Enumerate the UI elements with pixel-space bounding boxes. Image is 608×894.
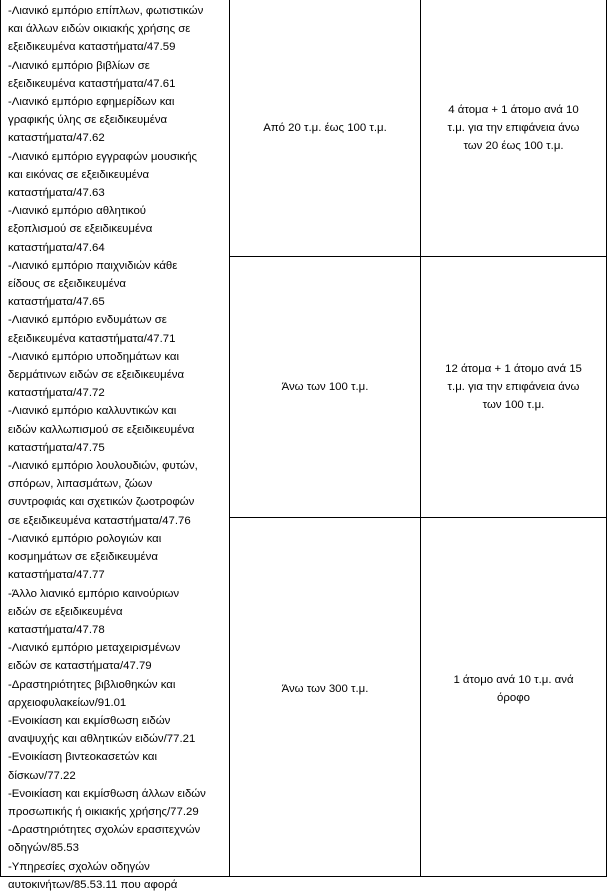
activity-line: καταστήματα/47.75 — [8, 441, 105, 454]
activity-line: καταστήματα/47.77 — [8, 569, 105, 582]
activity-line: -Ενοικίαση και εκμίσθωση άλλων ειδών — [8, 787, 206, 800]
activity-line: γραφικής ύλης σε εξειδικευμένα — [8, 114, 168, 127]
activity-line: ειδών σε εξειδικευμένα — [8, 605, 123, 618]
activity-line: -Δραστηριότητες σχολών ερασιτεχνών — [8, 824, 201, 837]
activity-line: σε εξειδικευμένα καταστήματα/47.76 — [8, 514, 191, 527]
activity-line: καταστήματα/47.65 — [8, 296, 105, 309]
activity-line: -Λιανικό εμπόριο εφημερίδων και — [8, 96, 175, 109]
activity-line: -Ενοικίαση και εκμίσθωση ειδών — [8, 714, 171, 727]
activity-line: -Δραστηριότητες βιβλιοθηκών και — [8, 678, 176, 691]
activity-line: εξειδικευμένα καταστήματα/47.59 — [8, 41, 176, 54]
activity-line: δερμάτινων ειδών σε εξειδικευμένα — [8, 369, 185, 382]
staff-cell-3: 1 άτομο ανά 10 τ.μ. ανά όροφο — [453, 673, 574, 704]
activity-line: προσωπικής ή οικιακής χρήσης/77.29 — [8, 805, 199, 818]
activity-line: ειδών σε καταστήματα/47.79 — [8, 660, 152, 673]
activity-line: -Λιανικό εμπόριο βιβλίων σε — [8, 59, 150, 72]
activity-list — [8, 2, 228, 894]
activity-line: εξειδικευμένα καταστήματα/47.71 — [8, 332, 176, 345]
activity-line: -Άλλο λιανικό εμπόριο καινούριων — [8, 587, 180, 600]
activity-line: δίσκων/77.22 — [8, 769, 76, 782]
activity-line: -Λιανικό εμπόριο καλλυντικών και — [8, 405, 177, 418]
table-border-left — [0, 0, 1, 877]
activity-line: καταστήματα/47.78 — [8, 623, 105, 636]
activity-line: -Λιανικό εμπόριο αθλητικού — [8, 205, 147, 218]
activity-line: οδηγών/85.53 — [8, 842, 79, 855]
area-cell-3: Άνω των 300 τ.μ. — [281, 682, 369, 695]
activity-line: -Λιανικό εμπόριο επίπλων, φωτιστικών — [8, 5, 204, 17]
staff-cell-1: 4 άτομα + 1 άτομο ανά 10 τ.μ. για την επιφάνεια άνω των 20 έως 100 τ.μ. — [447, 103, 580, 153]
activity-line: -Λιανικό εμπόριο ενδυμάτων σε — [8, 314, 167, 327]
staff-cell-2: 12 άτομα + 1 άτομο ανά 15 τ.μ. για την επιφάνεια άνω των 100 τ.μ. — [445, 362, 582, 412]
activity-line: -Λιανικό εμπόριο παιχνιδιών κάθε — [8, 259, 178, 272]
activity-line: -Λιανικό εμπόριο υποδημάτων και — [8, 350, 179, 363]
activity-line: -Λιανικό εμπόριο λουλουδιών, φυτών, — [8, 460, 198, 473]
activity-line: εξοπλισμού σε εξειδικευμένα — [8, 223, 153, 236]
area-cell-1: Από 20 τ.μ. έως 100 τ.μ. — [263, 121, 387, 134]
activity-line: εξειδικευμένα καταστήματα/47.61 — [8, 77, 176, 90]
area-cell-2: Άνω των 100 τ.μ. — [281, 380, 369, 393]
activity-line: αρχειοφυλακείων/91.01 — [8, 696, 127, 709]
activity-line: καταστήματα/47.62 — [8, 132, 105, 145]
activity-line: -Λιανικό εμπόριο ρολογιών και — [8, 532, 162, 545]
activity-line: και εικόνας σε εξειδικευμένα — [8, 168, 150, 181]
activity-line: κοσμημάτων σε εξειδικευμένα — [8, 551, 158, 564]
activity-line: και άλλων ειδών οικιακής χρήσης σε — [8, 23, 191, 36]
table-border-right — [606, 0, 607, 877]
activity-line: είδους σε εξειδικευμένα — [8, 278, 127, 291]
activity-line: -Λιανικό εμπόριο εγγραφών μουσικής — [8, 150, 198, 163]
activity-line: -Λιανικό εμπόριο μεταχειρισμένων — [8, 642, 181, 655]
activity-line: -Ενοικίαση βιντεοκασετών και — [8, 751, 157, 764]
activity-line: -Υπηρεσίες σχολών οδηγών — [8, 860, 150, 873]
activity-line: καταστήματα/47.63 — [8, 187, 105, 200]
activity-line: αναψυχής και αθλητικών ειδών/77.21 — [8, 733, 196, 746]
activity-line: αυτοκινήτων/85.53.11 που αφορά — [8, 878, 178, 891]
activity-line: καταστήματα/47.72 — [8, 387, 105, 400]
activity-line: σπόρων, λιπασμάτων, ζώων — [8, 478, 153, 491]
activity-line: συντροφιάς και σχετικών ζωοτροφών — [8, 496, 195, 509]
activity-line: καταστήματα/47.64 — [8, 241, 105, 254]
activity-line: ειδών καλλωπισμού σε εξειδικευμένα — [8, 423, 195, 436]
